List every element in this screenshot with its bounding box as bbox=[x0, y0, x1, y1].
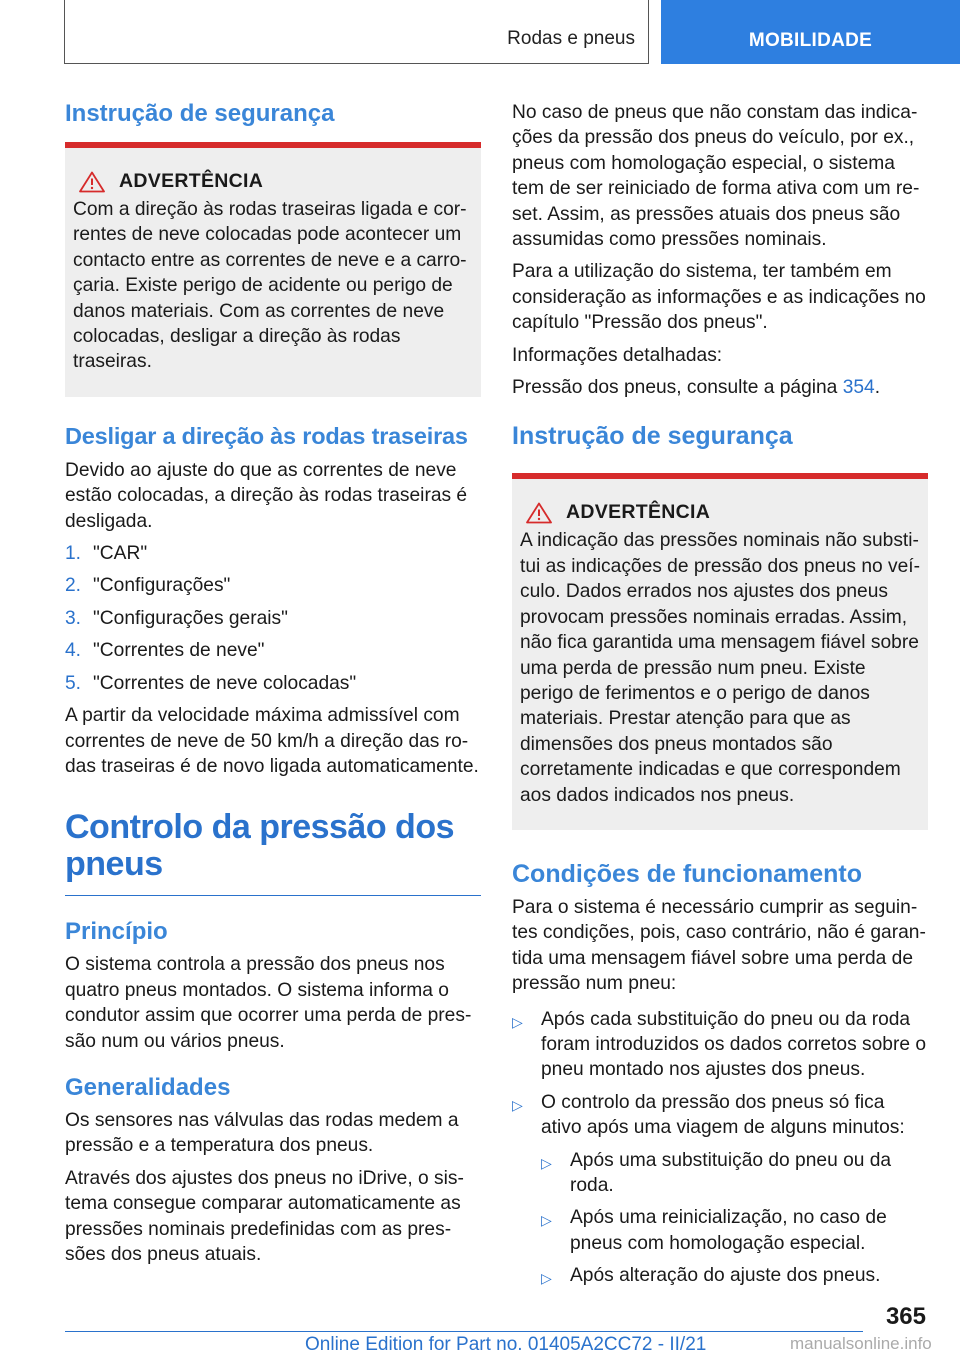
paragraph-special-tires: No caso de pneus que não constam das indicações da pressão dos pneus do veículo, por ex., pneus com homologação especial, o sistema tem de ser reiniciado de forma ativa com um reset. Assim, as pressões atuais dos pneus são assumidas como pressões nominais. bbox=[512, 102, 920, 251]
left-column bbox=[65, 100, 481, 1274]
paragraph-general-2: Através dos ajustes dos pneus no iDrive, o sistema consegue comparar automaticamente as pressões nominais predefinidas com as pressões dos pneus atuais. bbox=[65, 1167, 464, 1265]
page-link[interactable]: 354 bbox=[842, 377, 875, 399]
paragraph-principle: O sistema controla a pressão dos pneus nos quatro pneus montados. O sistema informa o condutor assim que ocorrer uma perda de pressão num ou vários pneus. bbox=[65, 954, 472, 1052]
triangle-bullet-icon: ▷ bbox=[541, 1212, 552, 1229]
heading-principle: Princípio bbox=[65, 918, 168, 946]
warning-triangle-icon bbox=[79, 171, 105, 193]
step-item: 5. "Correntes de neve colocadas" bbox=[65, 671, 481, 696]
sub-conditions-list bbox=[541, 1148, 928, 1292]
heading-rear-steering-off: Desligar a direção às rodas traseiras bbox=[65, 422, 468, 449]
warning-box bbox=[65, 142, 481, 397]
conditions-list bbox=[512, 1007, 928, 1299]
right-column bbox=[512, 100, 928, 1306]
list-item: ▷ Após cada substituição do pneu ou da roda foram introduzidos os dados corretos sobre o pneu montado nos ajustes dos pneus. bbox=[512, 1007, 928, 1083]
heading-safety-instruction-2: Instrução de segurança bbox=[512, 422, 793, 451]
warning-text: Com a direção às rodas traseiras ligada e correntes de neve colocadas pode acontecer um contacto entre as correntes de neve e a carroçaria. Existe perigo de acidente ou perigo de danos materiais. Com as correntes de neve colocadas, desligar a direção às rodas traseiras. bbox=[73, 199, 467, 373]
page-number: 365 bbox=[885, 1303, 926, 1330]
step-text[interactable]: "CAR" bbox=[93, 543, 148, 565]
warning-title: ADVERTÊNCIA bbox=[566, 501, 711, 524]
triangle-bullet-icon: ▷ bbox=[512, 1096, 523, 1113]
list-item: ▷ Após uma substituição do pneu ou da roda. bbox=[541, 1148, 928, 1199]
list-item: ▷ Após alteração do ajuste dos pneus. bbox=[541, 1263, 928, 1291]
paragraph-speed-limit: A partir da velocidade máxima admissível com correntes de neve de 50 km/h a direção das rodas traseiras é de novo ligada automaticamente. bbox=[65, 705, 479, 777]
heading-tire-pressure-control: Controlo da pressão dos pneus bbox=[65, 808, 454, 884]
warning-box-2 bbox=[512, 473, 928, 829]
paragraph-page-reference: Pressão dos pneus, consulte a página 354. bbox=[512, 377, 881, 399]
list-item: ▷ Após uma reinicialização, no caso de pneus com homologação especial. bbox=[541, 1205, 928, 1256]
paragraph-conditions: Para o sistema é necessário cumprir as seguintes condições, pois, caso contrário, não é garantida uma mensagem fiável sobre uma perda de pressão num pneu: bbox=[512, 896, 926, 995]
step-item: 3. "Configurações gerais" bbox=[65, 606, 481, 631]
triangle-bullet-icon: ▷ bbox=[541, 1270, 552, 1287]
heading-operating-conditions: Condições de funcionamento bbox=[512, 859, 863, 888]
step-text[interactable]: "Configurações gerais" bbox=[93, 607, 288, 629]
heading-general: Generalidades bbox=[65, 1073, 231, 1101]
header-chapter-tab[interactable]: MOBILIDADE bbox=[661, 0, 960, 64]
paragraph-usage: Para a utilização do sistema, ter também em consideração as informações e as indicações no capítulo "Pressão dos pneus". bbox=[512, 261, 926, 334]
warning-triangle-icon bbox=[526, 502, 552, 524]
footer-watermark: manualsonline.info bbox=[790, 1334, 932, 1353]
step-item: 1. "CAR" bbox=[65, 541, 481, 566]
triangle-bullet-icon: ▷ bbox=[541, 1154, 552, 1171]
step-text[interactable]: "Correntes de neve colocadas" bbox=[93, 672, 357, 694]
warning-text: A indicação das pressões nominais não substitui as indicações de pressão dos pneus no veículo. Dados errados nos ajustes dos pneus provocam pressões nominais erradas. Assim, não fica garantida uma mensagem fiável sobre uma perda de pressão num pneu. Existe perigo de ferimentos e o perigo de danos materiais. Prestar atenção para que as dimensões dos pneus montados são corretamente indicadas e que correspondem aos dados indicados nos pneus. bbox=[520, 530, 920, 806]
paragraph-rear-steering: Devido ao ajuste do que as correntes de neve estão colocadas, a direção às rodas traseiras é desligada. bbox=[65, 459, 468, 532]
step-text[interactable]: "Configurações" bbox=[93, 575, 231, 597]
warning-title: ADVERTÊNCIA bbox=[119, 170, 264, 192]
steps-list bbox=[65, 541, 481, 696]
footer-edition: Online Edition for Part no. 01405A2CC72 - II/21 bbox=[305, 1334, 707, 1355]
step-item: 2. "Configurações" bbox=[65, 573, 481, 598]
heading-safety-instruction: Instrução de segurança bbox=[65, 100, 335, 127]
footer-divider bbox=[65, 1331, 863, 1332]
header-section-title: Rodas e pneus bbox=[507, 28, 635, 49]
step-text[interactable]: "Correntes de neve" bbox=[93, 640, 265, 662]
paragraph-details-label: Informações detalhadas: bbox=[512, 344, 723, 366]
list-item: ▷ O controlo da pressão dos pneus só fica ativo após uma viagem de alguns minutos: ▷ Após uma substituição do pneu ou da roda. ▷ Após uma reinicialização, no caso de pneus com homologação especial. ▷ Após alteração do ajuste dos pneus. bbox=[512, 1090, 928, 1299]
paragraph-general-1: Os sensores nas válvulas das rodas medem a pressão e a temperatura dos pneus. bbox=[65, 1109, 459, 1157]
triangle-bullet-icon: ▷ bbox=[512, 1013, 523, 1030]
step-item: 4. "Correntes de neve" bbox=[65, 638, 481, 663]
heading-divider bbox=[65, 895, 481, 896]
page-header bbox=[0, 0, 960, 66]
